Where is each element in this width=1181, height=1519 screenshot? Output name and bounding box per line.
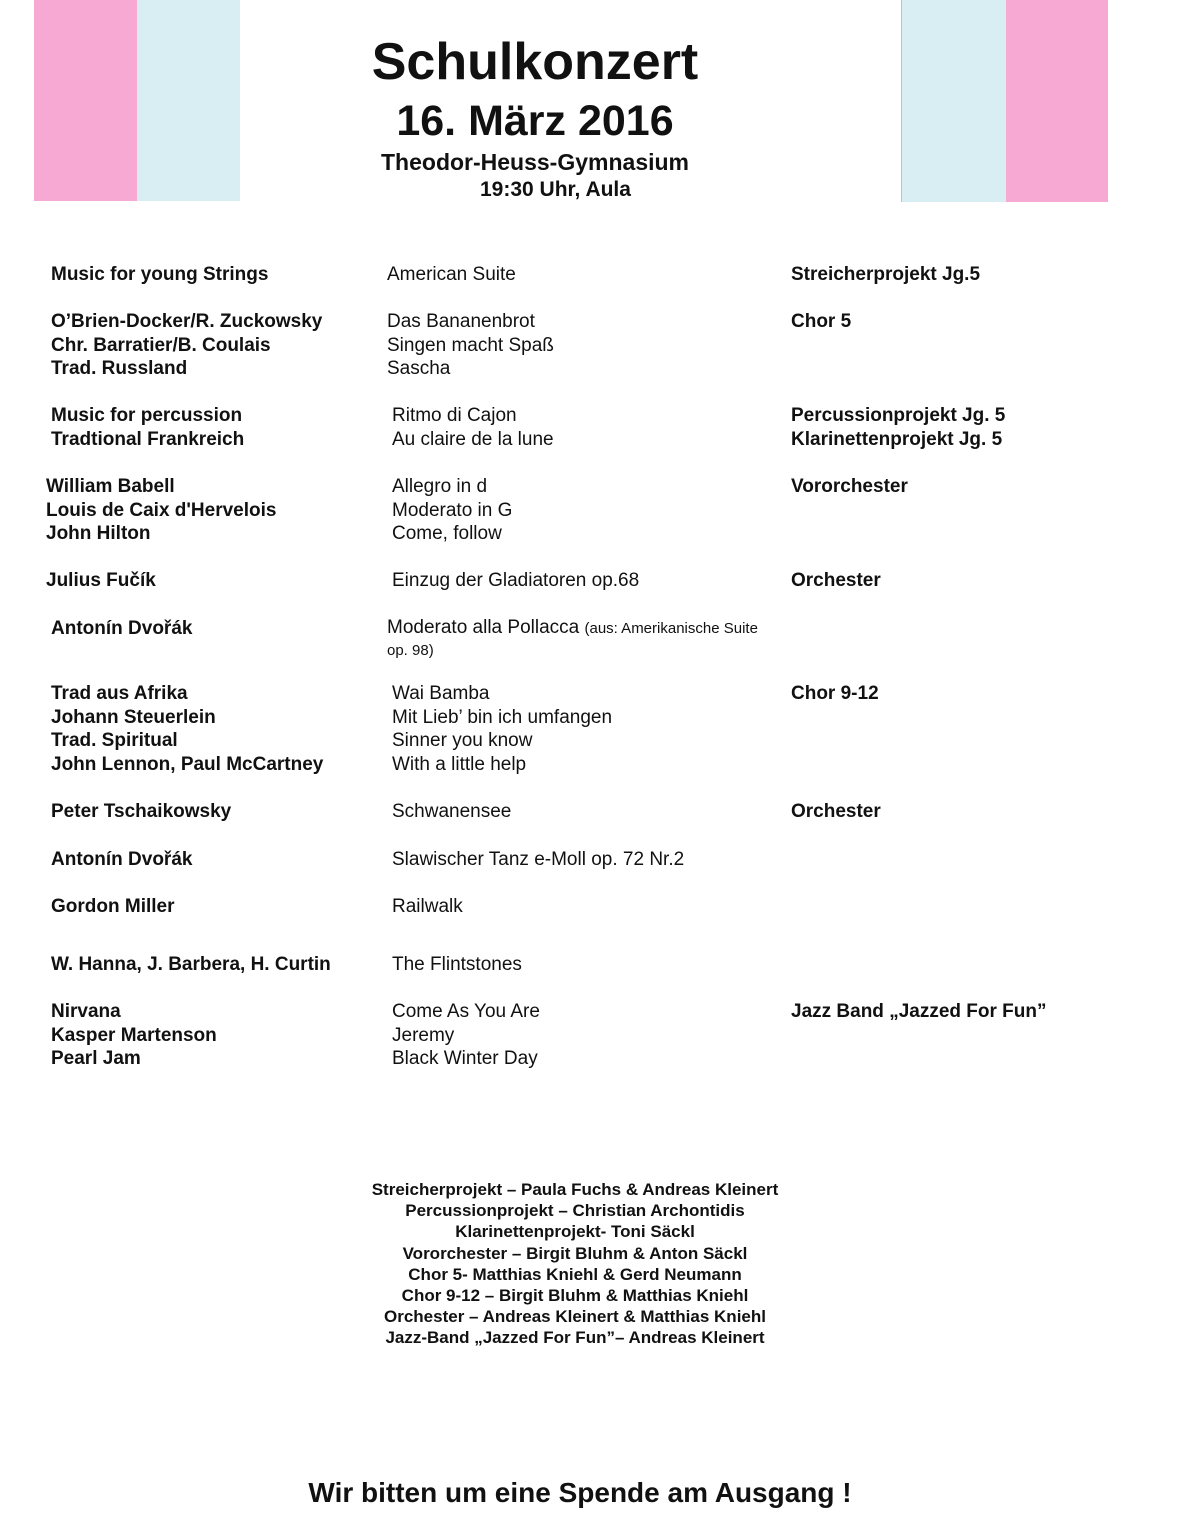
piece-title: Allegro in d — [392, 476, 488, 497]
piece-note: (aus: Amerikanische Suite op. 98) — [387, 620, 758, 659]
piece-column — [392, 800, 511, 824]
concert-date: 16. März 2016 — [396, 97, 674, 145]
piece-title: Das Bananenbrot — [387, 311, 535, 332]
composer: John Hilton — [46, 523, 151, 544]
composer: Trad. Russland — [51, 358, 188, 379]
composer: Antonín Dvořák — [51, 849, 193, 870]
composer: Pearl Jam — [51, 1048, 141, 1069]
piece-title: Jeremy — [392, 1024, 455, 1046]
piece-column — [392, 475, 512, 546]
ensemble: Orchester — [791, 570, 881, 591]
composer: Music for young Strings — [51, 264, 269, 285]
composer: Johann Steuerlein — [51, 706, 216, 728]
ensemble: Orchester — [791, 801, 881, 822]
piece-column — [387, 310, 554, 381]
piece-column — [392, 404, 554, 451]
composer: Peter Tschaikowsky — [51, 801, 232, 822]
piece-title: Ritmo di Cajon — [392, 405, 517, 426]
page-title: Schulkonzert — [371, 33, 699, 91]
credit-line: Chor 9-12 – Birgit Bluhm & Matthias Kniehl — [401, 1286, 749, 1306]
composer-column — [51, 895, 175, 919]
decorative-color-block-left — [34, 0, 240, 201]
pink-stripe — [1006, 0, 1108, 202]
piece-title: The Flintstones — [392, 954, 522, 975]
composer: Kasper Martenson — [51, 1024, 217, 1046]
piece-title-with-note — [387, 617, 767, 661]
piece-title: Schwanensee — [392, 801, 512, 822]
piece-title: Wai Bamba — [392, 683, 490, 704]
composer: Trad. Spiritual — [51, 730, 178, 751]
piece-column — [387, 617, 767, 661]
piece-title: Sascha — [387, 358, 451, 379]
piece-title: Singen macht Spaß — [387, 334, 554, 356]
piece-title: Slawischer Tanz e-Moll op. 72 Nr.2 — [392, 849, 685, 870]
composer: John Lennon, Paul McCartney — [51, 753, 324, 775]
composer: Trad aus Afrika — [51, 683, 188, 704]
composer-column — [51, 800, 231, 824]
composer-column — [51, 263, 268, 287]
piece-column — [387, 263, 516, 287]
composer: Nirvana — [51, 1001, 121, 1022]
composer: Antonín Dvořák — [51, 618, 193, 639]
piece-title: Mit Lieb’ bin ich umfangen — [392, 706, 613, 728]
piece-title: Black Winter Day — [392, 1048, 538, 1069]
piece-title: Au claire de la lune — [392, 428, 554, 450]
composer-column — [51, 682, 323, 776]
piece-column — [392, 895, 463, 919]
composer-column — [46, 569, 156, 593]
piece-column — [392, 1000, 540, 1071]
composer-column — [51, 1000, 217, 1071]
ensemble-credits — [300, 1179, 850, 1349]
credit-line: Klarinettenprojekt- Toni Säckl — [455, 1222, 695, 1242]
composer-column — [51, 310, 322, 381]
pink-stripe — [34, 0, 137, 201]
ensemble: Percussionprojekt Jg. 5 Klarinettenprojekt Jg. 5 — [791, 405, 1006, 450]
ensemble: Vororchester — [791, 476, 908, 497]
composer: William Babell — [46, 476, 175, 497]
composer: Chr. Barratier/B. Coulais — [51, 334, 271, 356]
piece-title: Moderato alla Pollacca — [387, 617, 580, 638]
composer-column — [46, 475, 276, 546]
ensemble: Streicherprojekt Jg.5 — [791, 264, 981, 285]
piece-title: Come As You Are — [392, 1001, 540, 1022]
credit-line: Chor 5- Matthias Kniehl & Gerd Neumann — [408, 1264, 742, 1284]
credit-line: Orchester – Andreas Kleinert & Matthias Kniehl — [384, 1307, 766, 1327]
composer: Gordon Miller — [51, 896, 175, 917]
credit-line: Percussionprojekt – Christian Archontidis — [405, 1201, 745, 1221]
composer: Louis de Caix d'Hervelois — [46, 499, 277, 521]
decorative-color-block-right — [901, 0, 1108, 202]
piece-column — [392, 682, 612, 776]
light-blue-stripe — [902, 0, 1006, 202]
composer-column — [51, 953, 331, 977]
credit-line: Streicherprojekt – Paula Fuchs & Andreas Kleinert — [371, 1180, 779, 1199]
light-blue-stripe — [137, 0, 240, 201]
donation-notice: Wir bitten um eine Spende am Ausgang ! — [308, 1477, 852, 1508]
ensemble: Jazz Band „Jazzed For Fun” — [791, 1001, 1047, 1022]
piece-title: Einzug der Gladiatoren op.68 — [392, 570, 640, 591]
composer-column — [51, 617, 192, 641]
piece-title: Come, follow — [392, 523, 502, 544]
piece-title: Moderato in G — [392, 499, 513, 521]
piece-column — [392, 953, 522, 977]
ensemble: Chor 9-12 — [791, 683, 879, 704]
composer: Julius Fučík — [46, 570, 156, 591]
concert-time: 19:30 Uhr, Aula — [480, 178, 631, 201]
credit-line: Vororchester – Birgit Bluhm & Anton Säckl — [402, 1243, 748, 1263]
composer: Music for percussion — [51, 405, 243, 426]
composer: W. Hanna, J. Barbera, H. Curtin — [51, 954, 331, 975]
piece-title: Railwalk — [392, 896, 463, 917]
ensemble: Chor 5 — [791, 311, 852, 332]
piece-title: Sinner you know — [392, 730, 533, 751]
composer: O’Brien-Docker/R. Zuckowsky — [51, 311, 323, 332]
piece-column — [392, 569, 639, 593]
piece-column — [392, 848, 684, 872]
composer: Tradtional Frankreich — [51, 428, 245, 450]
piece-title: With a little help — [392, 753, 527, 775]
venue-name: Theodor-Heuss-Gymnasium — [381, 149, 689, 175]
composer-column — [51, 404, 244, 451]
piece-title: American Suite — [387, 264, 516, 285]
composer-column — [51, 848, 192, 872]
credit-line: Jazz-Band „Jazzed For Fun”– Andreas Kleinert — [385, 1328, 765, 1348]
